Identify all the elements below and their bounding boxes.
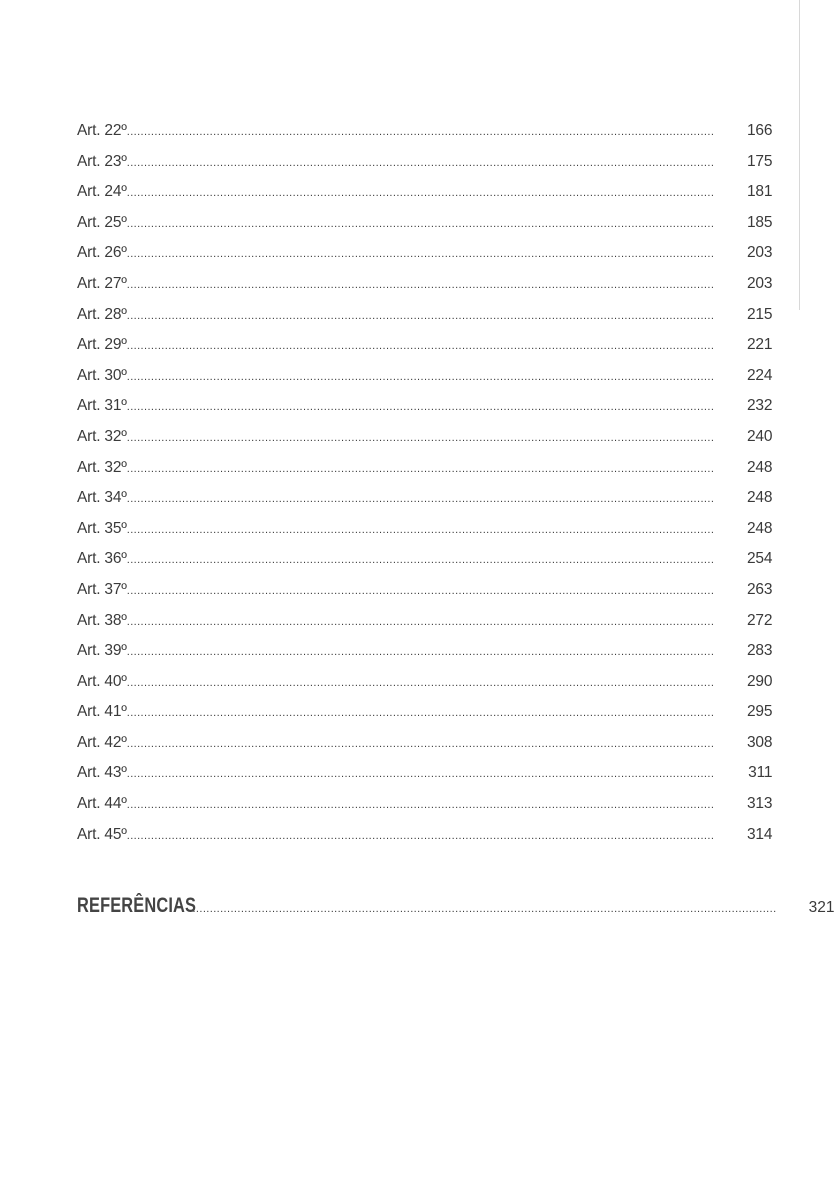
references-title: REFERÊNCIAS xyxy=(77,894,197,917)
page-edge-line xyxy=(799,0,800,310)
dot-leader: .......................................................................................................................................................................... xyxy=(126,737,715,750)
toc-entry-page-number: 248 xyxy=(747,489,773,507)
toc-entry-label: Art. 45º xyxy=(77,825,127,843)
toc-entry[interactable] xyxy=(77,489,773,520)
toc-entry-page-number: 224 xyxy=(747,366,773,384)
toc-entry[interactable] xyxy=(77,550,773,581)
dot-leader: .......................................................................................................................................................................... xyxy=(126,309,715,322)
toc-entry[interactable] xyxy=(77,733,773,765)
toc-entry-label: Art. 41º xyxy=(77,703,127,721)
toc-entry-label: Art. 32º xyxy=(77,427,127,445)
toc-entry-label: Art. 43º xyxy=(77,764,127,782)
dot-leader: .......................................................................................................................................................................... xyxy=(126,401,715,414)
dot-leader: .......................................................................................................................................................................... xyxy=(126,707,715,720)
dot-leader: .......................................................................................................................................................................... xyxy=(126,278,715,291)
toc-entry-label: Art. 34º xyxy=(77,489,127,507)
toc-entry-label: Art. 26º xyxy=(77,244,127,262)
dot-leader: .......................................................................................................................................................................... xyxy=(126,799,715,812)
dot-leader: .......................................................................................................................................................................... xyxy=(126,187,715,200)
dot-leader: .......................................................................................................................................................................... xyxy=(126,217,715,230)
dot-leader: .......................................................................................................................................................................... xyxy=(126,431,715,444)
toc-entry[interactable] xyxy=(77,274,773,306)
dot-leader: .......................................................................................................................................................................... xyxy=(126,156,715,169)
references-page-number: 321 xyxy=(808,899,835,916)
toc-entry[interactable] xyxy=(77,427,773,459)
dot-leader: .......................................................................................................................................................................... xyxy=(126,768,715,781)
toc-entry[interactable] xyxy=(77,825,773,857)
toc-entry[interactable] xyxy=(77,703,773,734)
toc-entry-page-number: 263 xyxy=(747,580,773,598)
toc-entry[interactable] xyxy=(77,642,773,673)
toc-entry-page-number: 313 xyxy=(747,795,773,813)
toc-entry-label: Art. 29º xyxy=(77,336,127,354)
toc-entry[interactable] xyxy=(77,183,773,214)
toc-entry-label: Art. 40º xyxy=(77,672,127,690)
toc-entry-label: Art. 38º xyxy=(77,611,127,629)
toc-entry-page-number: 308 xyxy=(747,733,773,751)
toc-entry-label: Art. 37º xyxy=(77,580,127,598)
toc-entry[interactable] xyxy=(77,611,773,643)
toc-entry-label: Art. 23º xyxy=(77,152,127,170)
toc-entry[interactable] xyxy=(77,764,773,795)
toc-entry-label: Art. 44º xyxy=(77,795,127,813)
dot-leader: .......................................................................................................................................................................... xyxy=(126,829,715,842)
toc-entry[interactable] xyxy=(77,580,773,612)
toc-entry[interactable] xyxy=(77,122,773,153)
toc-entry-label: Art. 42º xyxy=(77,733,127,751)
toc-entry-page-number: 166 xyxy=(747,122,773,139)
toc-entry-label: Art. 31º xyxy=(77,397,127,415)
toc-entry-references[interactable] xyxy=(77,894,835,918)
toc-entry-page-number: 240 xyxy=(747,427,773,445)
toc-entry-label: Art. 25º xyxy=(77,213,127,231)
toc-entry-label: Art. 30º xyxy=(77,366,127,384)
toc-entry[interactable] xyxy=(77,244,773,275)
dot-leader: .......................................................................................................................................................................... xyxy=(126,126,715,138)
dot-leader: .......................................................................................................................................................................... xyxy=(126,462,715,475)
toc-entry-page-number: 248 xyxy=(747,458,773,476)
toc-entry[interactable] xyxy=(77,336,773,367)
dot-leader: .......................................................................................................................................................................... xyxy=(126,248,715,261)
toc-entry[interactable] xyxy=(77,519,773,551)
toc-entry-page-number: 215 xyxy=(747,305,773,323)
toc-entry-page-number: 272 xyxy=(747,611,773,629)
toc-entry[interactable] xyxy=(77,152,773,184)
dot-leader: .......................................................................................................................................................................... xyxy=(126,646,715,659)
dot-leader: .......................................................................................................................................................................... xyxy=(126,340,715,353)
toc-entry[interactable] xyxy=(77,366,773,398)
toc-entry-page-number: 185 xyxy=(747,213,773,231)
toc-entry-page-number: 221 xyxy=(747,336,773,354)
toc-entry[interactable] xyxy=(77,397,773,428)
toc-entry-label: Art. 36º xyxy=(77,550,127,568)
dot-leader: .......................................................................................................................................................................... xyxy=(126,676,715,689)
toc-entry-label: Art. 39º xyxy=(77,642,127,660)
dot-leader: .......................................................................................................................................................................... xyxy=(126,584,715,597)
toc-entry-label: Art. 28º xyxy=(77,305,127,323)
toc-entry-page-number: 175 xyxy=(747,152,773,170)
toc-entry-page-number: 248 xyxy=(747,519,773,537)
toc-entry[interactable] xyxy=(77,305,773,337)
toc-entry-page-number: 314 xyxy=(747,825,773,843)
toc-entry-page-number: 203 xyxy=(747,244,773,262)
toc-entry-page-number: 311 xyxy=(748,764,773,782)
dot-leader: .......................................................................................................................................................................... xyxy=(126,370,715,383)
dot-leader: .......................................................................................................................................................................... xyxy=(189,903,777,915)
toc-entry-page-number: 290 xyxy=(747,672,773,690)
toc-entry-label: Art. 27º xyxy=(77,274,127,292)
toc-entry[interactable] xyxy=(77,672,773,704)
dot-leader: .......................................................................................................................................................................... xyxy=(126,554,715,567)
toc-entry-page-number: 232 xyxy=(747,397,773,415)
toc-entry-label: Art. 32º xyxy=(77,458,127,476)
dot-leader: .......................................................................................................................................................................... xyxy=(126,493,715,506)
dot-leader: .......................................................................................................................................................................... xyxy=(126,615,715,628)
toc-entry[interactable] xyxy=(77,795,773,826)
toc-entry-label: Art. 35º xyxy=(77,519,127,537)
table-of-contents xyxy=(77,122,773,856)
toc-entry[interactable] xyxy=(77,213,773,245)
toc-entry-label: Art. 24º xyxy=(77,183,127,201)
toc-entry-page-number: 254 xyxy=(747,550,773,568)
toc-entry-page-number: 203 xyxy=(747,274,773,292)
dot-leader: .......................................................................................................................................................................... xyxy=(126,523,715,536)
toc-entry-label: Art. 22º xyxy=(77,122,127,139)
toc-entry-page-number: 283 xyxy=(747,642,773,660)
toc-entry[interactable] xyxy=(77,458,773,490)
toc-entry-page-number: 295 xyxy=(747,703,773,721)
toc-entry-page-number: 181 xyxy=(747,183,773,201)
